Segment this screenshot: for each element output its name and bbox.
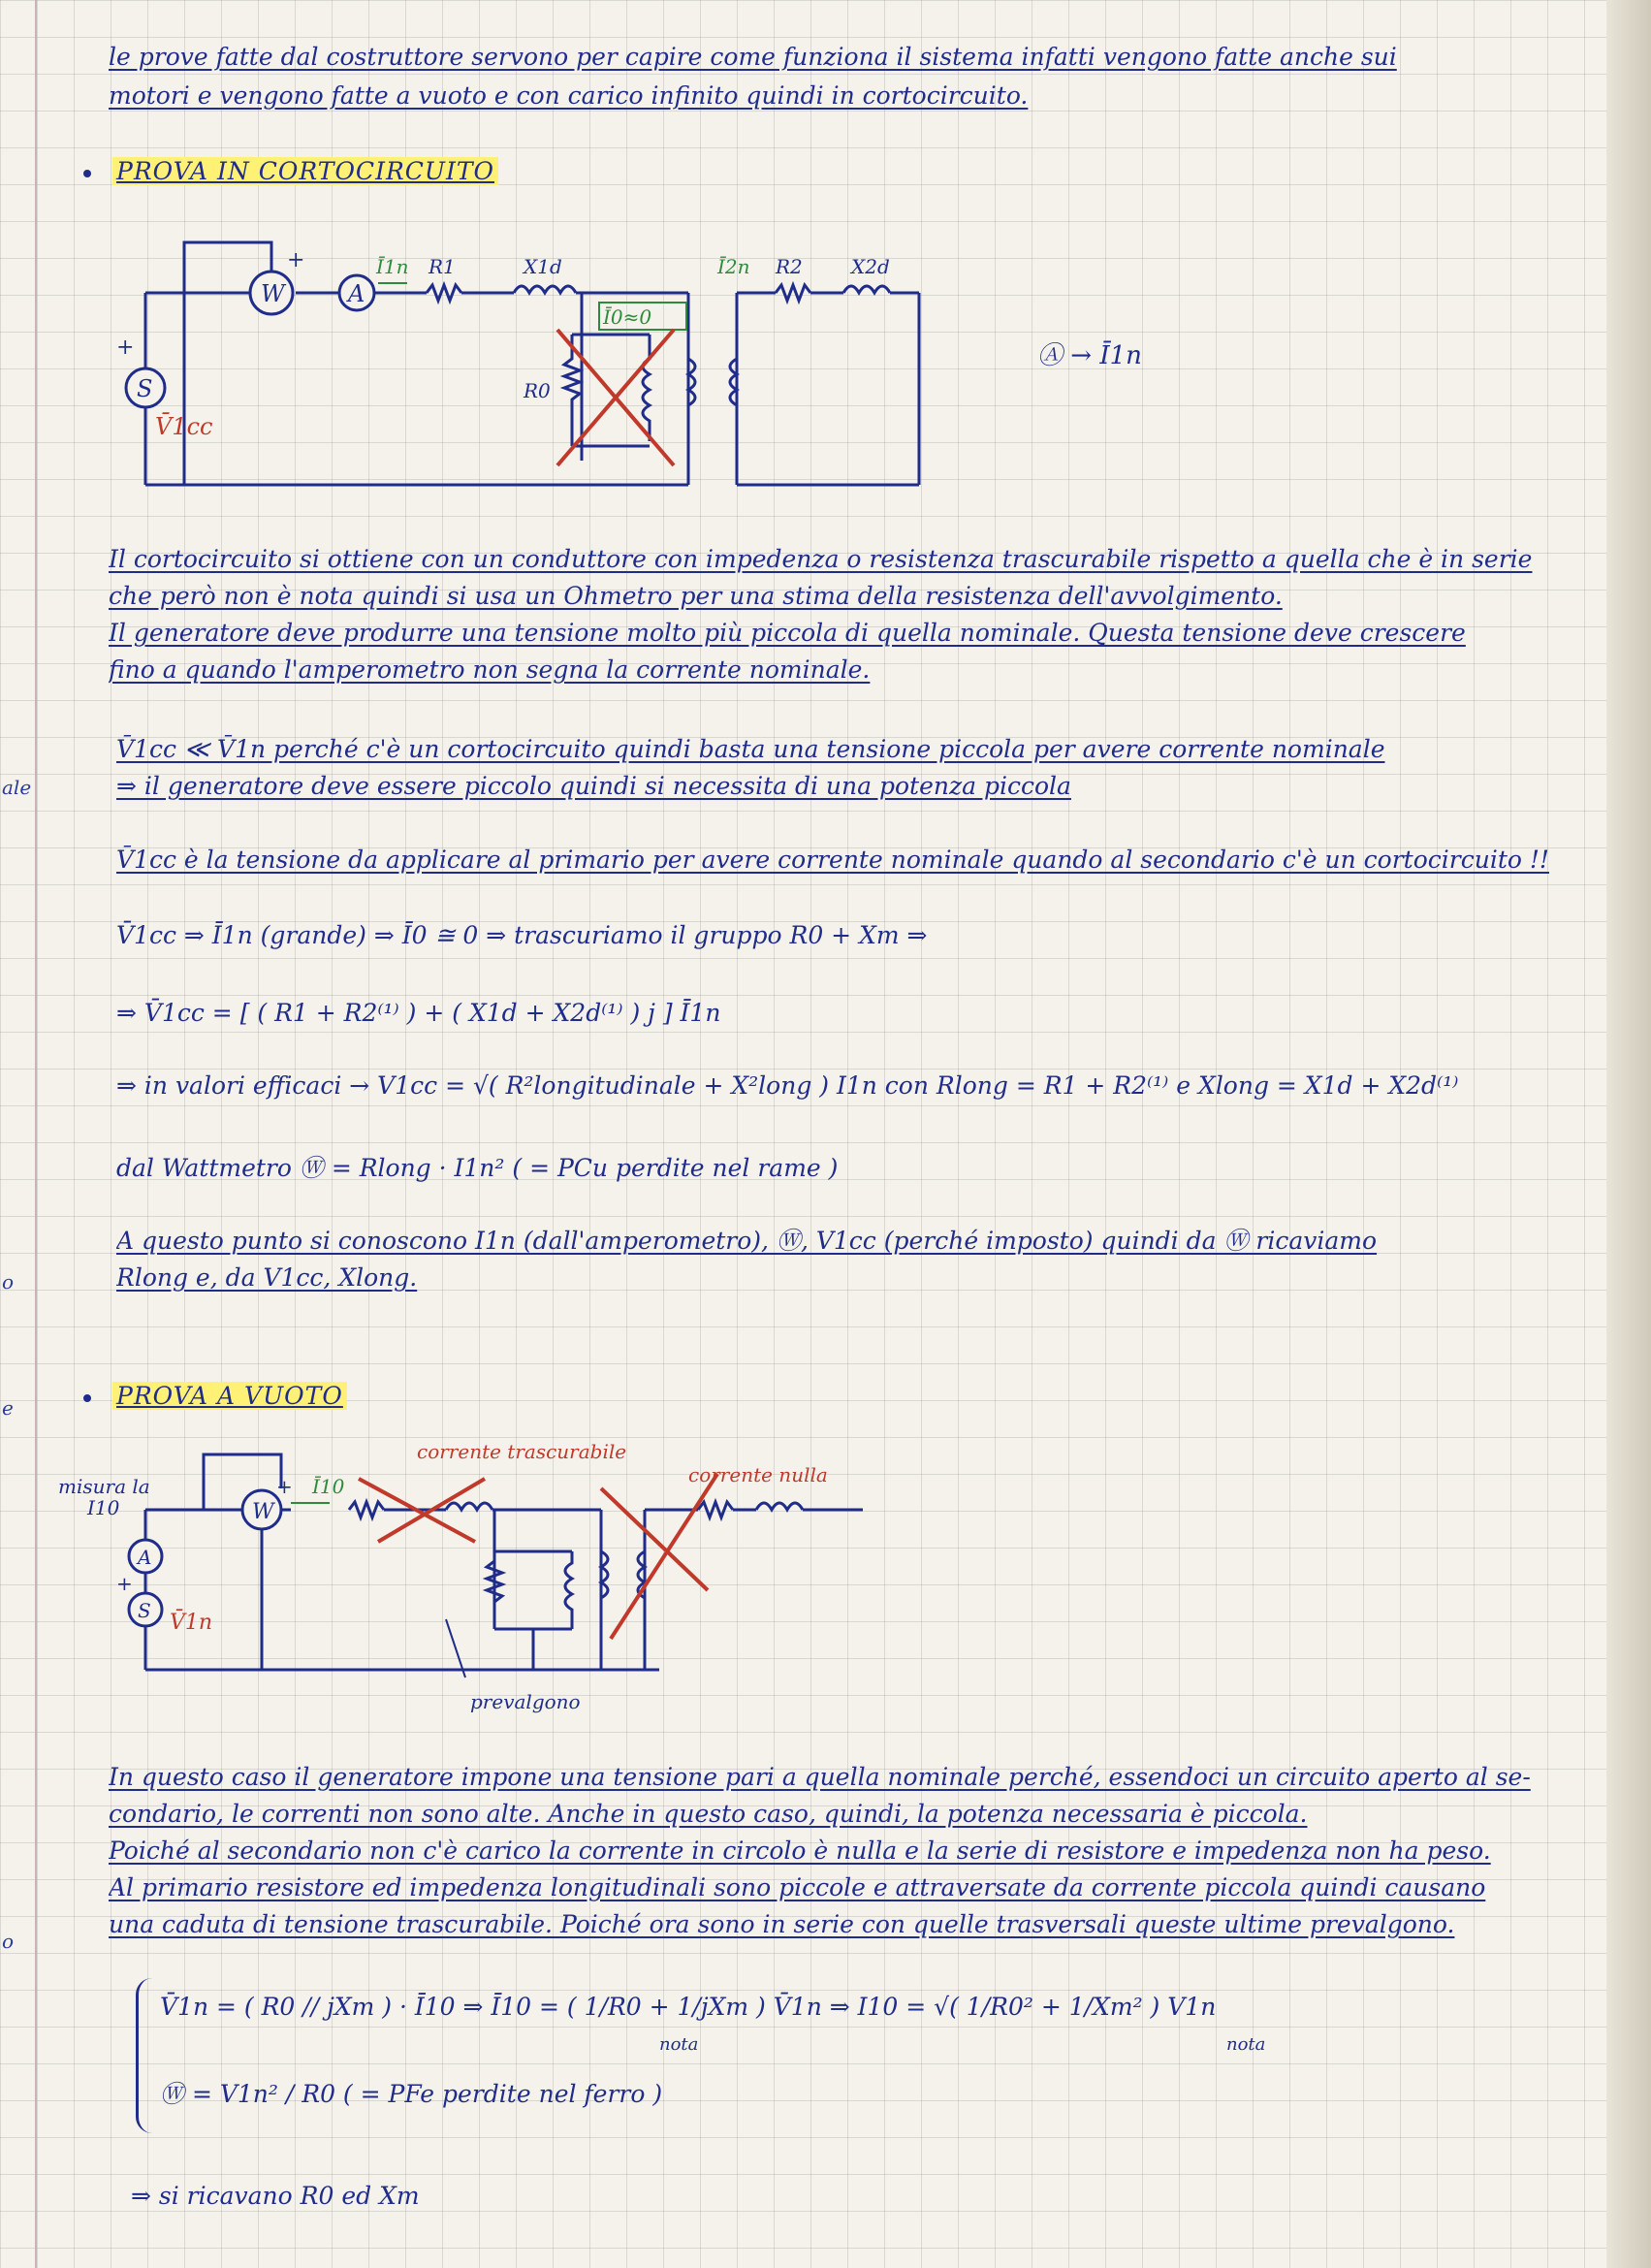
formula: V̄1n = ( R0 // jXm ) · Ī10 ⇒ Ī10 = ( 1/R0 + 1/jXm ) V̄1n ⇒ I10 = √( 1/R0² + 1/Xm² ) V1n — [160, 1993, 1217, 2021]
notebook-margin — [35, 0, 37, 2268]
current-i2n-label: Ī2n — [717, 255, 750, 278]
formula: ⇒ si ricavano R0 ed Xm — [131, 2182, 420, 2210]
source-label: S — [137, 375, 153, 402]
formula: dal Wattmetro Ⓦ = Rlong · I1n² ( = PCu perdite nel rame ) — [116, 1154, 839, 1182]
r2-label: R2 — [776, 255, 803, 278]
text-line: Rlong e, da V1cc, Xlong. — [116, 1263, 418, 1292]
wattmeter-label: W — [252, 1500, 274, 1524]
side-note: o — [2, 1930, 15, 1953]
r0-label: R0 — [524, 379, 551, 402]
side-note: o — [2, 1270, 15, 1294]
v1n-label: V̄1n — [170, 1611, 213, 1635]
text-line: che però non è nota quindi si usa un Ohmetro per una stima della resistenza dell'avvolgimento. — [109, 582, 1283, 610]
system-brace — [136, 1978, 152, 2133]
cross-out — [601, 1488, 708, 1590]
current-i10-label: Ī10 — [312, 1475, 345, 1498]
text-line: Il cortocircuito si ottiene con un conduttore con impedenza o resistenza trascurabile rispetto a quella che è in serie — [109, 545, 1533, 573]
cross-out — [611, 1474, 717, 1639]
text-line: condario, le correnti non sono alte. Anche in questo caso, quindi, la potenza necessaria è piccola. — [109, 1800, 1308, 1828]
formula: Ⓦ = V1n² / R0 ( = PFe perdite nel ferro ) — [160, 2080, 663, 2108]
ammeter-label: A — [138, 1546, 152, 1569]
page-edge — [1606, 0, 1651, 2268]
prevail-label: prevalgono — [470, 1690, 581, 1713]
text-line: Al primario resistore ed impedenza longitudinali sono piccole e attraversate da corrente piccola quindi causano — [109, 1873, 1486, 1901]
section-heading-short-circuit: PROVA IN CORTOCIRCUITO — [83, 157, 498, 185]
ammeter-label: A — [348, 280, 365, 307]
current-i1n-label: Ī1n — [376, 255, 409, 278]
text-line: A questo punto si conoscono I1n (dall'amperometro), Ⓦ, V1cc (perché imposto) quindi da Ⓦ ricaviamo — [116, 1227, 1378, 1255]
ammeter-note: Ⓐ → Ī1n — [1037, 341, 1142, 370]
x2d-label: X2d — [851, 255, 890, 278]
text-line: Il generatore deve produrre una tensione molto più piccola di quella nominale. Questa tensione deve crescere — [109, 619, 1466, 647]
source-label: S — [138, 1599, 151, 1622]
plus-sign: + — [116, 335, 135, 360]
x1d-label: X1d — [524, 255, 562, 278]
formula-annotation: nota — [1226, 2034, 1266, 2055]
null-current-label: corrente nulla — [688, 1463, 828, 1486]
side-note: e — [2, 1396, 14, 1420]
formula: ⇒ in valori efficaci → V1cc = √( R²longitudinale + X²long ) I1n con Rlong = R1 + R2⁽¹⁾ e Xlong = X1d + X2d⁽¹⁾ — [116, 1071, 1459, 1100]
plus-sign: + — [287, 248, 305, 272]
text-line: fino a quando l'amperometro non segna la corrente nominale. — [109, 655, 871, 684]
measure-label: misura la — [58, 1475, 150, 1498]
side-note: ale — [2, 776, 32, 799]
text-line: V̄1cc è la tensione da applicare al primario per avere corrente nominale quando al secondario c'è un cortocircuito !! — [116, 846, 1549, 874]
measure-label: I10 — [87, 1496, 120, 1519]
intro-line-1: le prove fatte dal costruttore servono per capire come funziona il sistema infatti vengono fatte anche sui — [109, 43, 1397, 71]
formula: ⇒ V̄1cc = [ ( R1 + R2⁽¹⁾ ) + ( X1d + X2d⁽¹⁾ ) j ] Ī1n — [116, 999, 721, 1027]
i0-label: Ī0≈0 — [603, 305, 652, 329]
text-line: V̄1cc ≪ V̄1n perché c'è un cortocircuito quindi basta una tensione piccola per avere corrente nominale — [116, 735, 1385, 763]
text-line: Poiché al secondario non c'è carico la corrente in circolo è nulla e la serie di resistore e impedenza non ha peso. — [109, 1837, 1491, 1865]
source-voltage-label: V̄1cc — [155, 413, 213, 440]
intro-line-2: motori e vengono fatte a vuoto e con carico infinito quindi in cortocircuito. — [109, 81, 1029, 110]
r1-label: R1 — [429, 255, 456, 278]
text-line: una caduta di tensione trascurabile. Poiché ora sono in serie con quelle trasversali queste ultime prevalgono. — [109, 1910, 1455, 1938]
plus-sign: + — [276, 1475, 293, 1498]
section-heading-no-load: PROVA A VUOTO — [83, 1382, 347, 1410]
formula: V̄1cc ⇒ Ī1n (grande) ⇒ Ī0 ≅ 0 ⇒ trascuriamo il gruppo R0 + Xm ⇒ — [116, 921, 928, 949]
bullet-icon — [83, 1394, 91, 1402]
text-line: In questo caso il generatore impone una tensione pari a quella nominale perché, essendoci un circuito aperto al se- — [109, 1763, 1531, 1791]
bullet-icon — [83, 170, 91, 177]
short-circuit-diagram — [97, 223, 1183, 504]
negligible-current-label: corrente trascurabile — [417, 1440, 627, 1463]
formula-annotation: nota — [659, 2034, 699, 2055]
plus-sign: + — [116, 1572, 133, 1595]
wattmeter-label: W — [261, 280, 285, 307]
no-load-diagram — [58, 1435, 1028, 1726]
text-line: ⇒ il generatore deve essere piccolo quindi si necessita di una potenza piccola — [116, 772, 1071, 800]
